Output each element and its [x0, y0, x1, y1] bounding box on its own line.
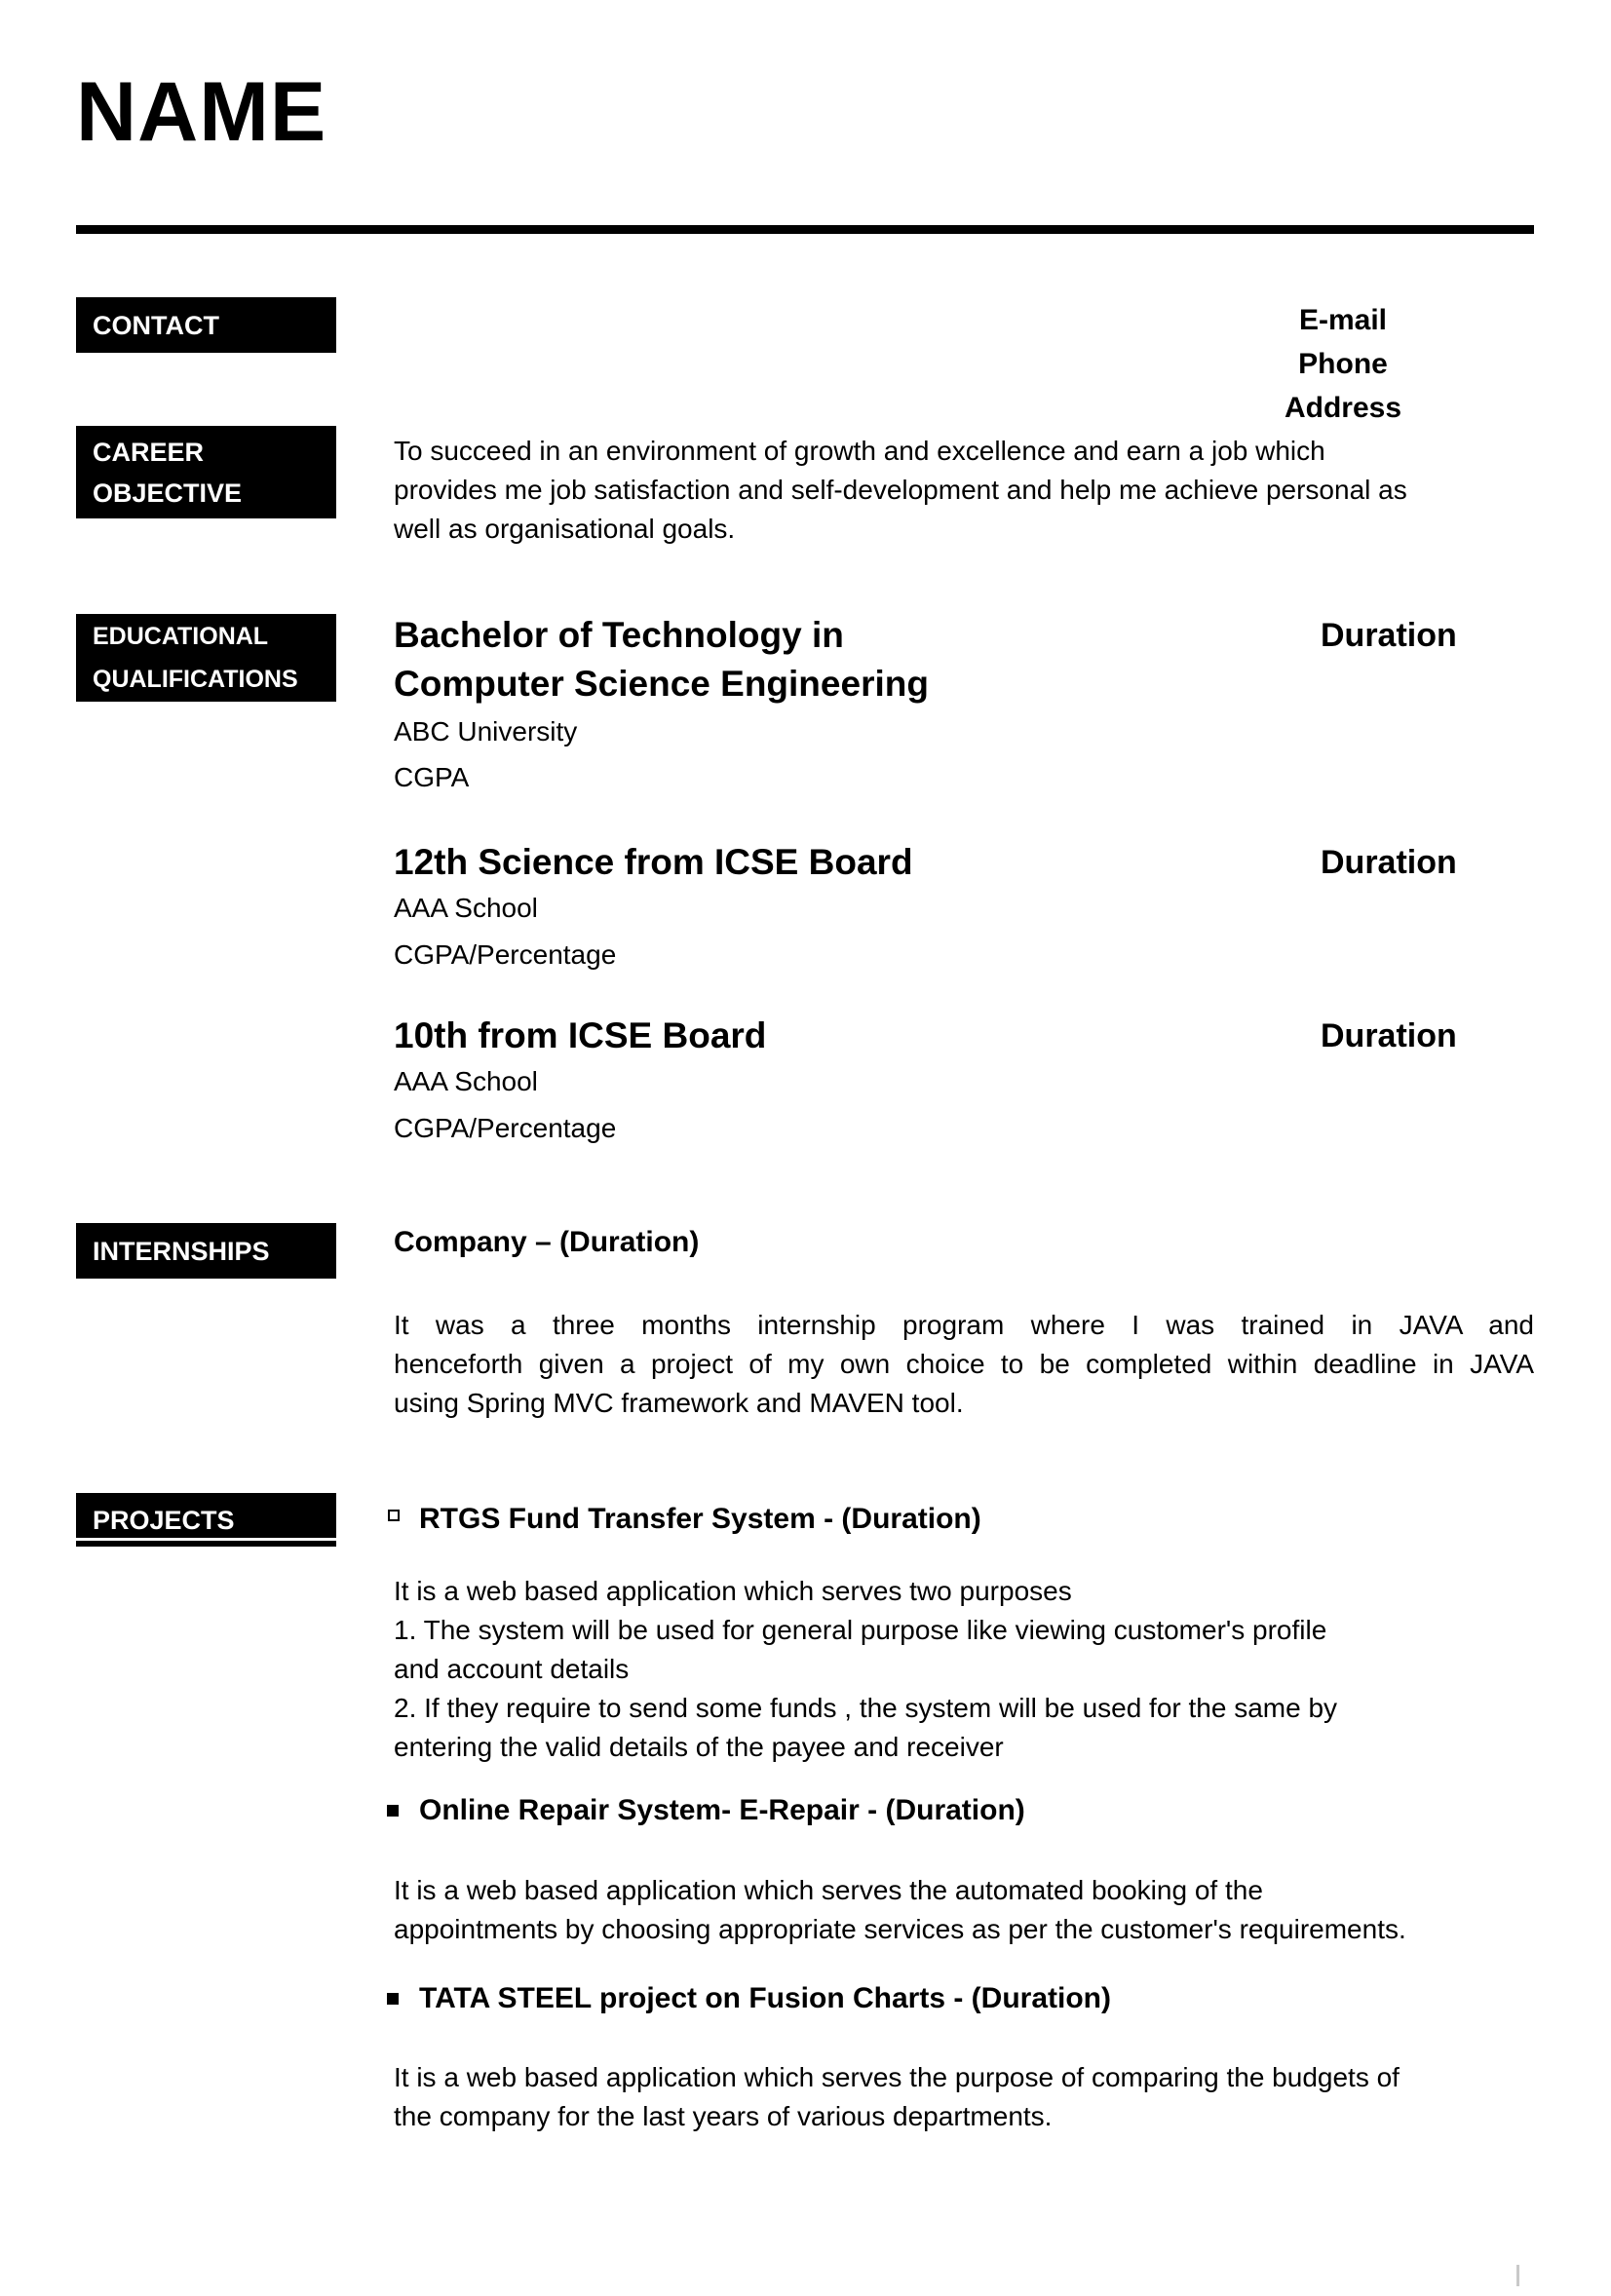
section-label-internships — [76, 1223, 336, 1279]
degree-title: Bachelor of Technology in — [394, 615, 844, 655]
page-title: NAME — [76, 65, 327, 159]
filled-square-icon — [387, 1993, 399, 2005]
project-description-line: It is a web based application which serves the automated booking of the — [394, 1875, 1263, 1905]
section-label-educational-qualifications — [76, 614, 336, 702]
section-label-text: INTERNSHIPS — [93, 1236, 270, 1266]
project-description-line: appointments by choosing appropriate services as per the customer's requirements. — [394, 1914, 1406, 1944]
duration-label: Duration — [1321, 1017, 1457, 1054]
degree-title: 12th Science from ICSE Board — [394, 842, 913, 882]
score-label: CGPA — [394, 762, 470, 792]
score-label: CGPA/Percentage — [394, 1113, 617, 1143]
institution-name: AAA School — [394, 893, 538, 923]
contact-phone-label: Phone — [1298, 348, 1388, 380]
internship-description-line: henceforth given a project of my own choice to be completed within deadline in JAVA — [394, 1349, 1534, 1379]
contact-address-label: Address — [1284, 392, 1402, 424]
cursor-artifact — [1516, 2265, 1519, 2286]
internship-description-line: using Spring MVC framework and MAVEN tool. — [394, 1388, 964, 1418]
section-label-text: QUALIFICATIONS — [93, 666, 298, 693]
projects-box-stripe — [76, 1538, 336, 1541]
section-label-text: OBJECTIVE — [93, 478, 243, 508]
project-description-line: 2. If they require to send some funds , the system will be used for the same by — [394, 1693, 1338, 1723]
duration-label: Duration — [1321, 844, 1457, 881]
project-description-line: 1. The system will be used for general purpose like viewing customer's profile — [394, 1615, 1327, 1645]
contact-fields — [1255, 298, 1431, 430]
contact-email-label: E-mail — [1298, 304, 1388, 336]
institution-name: ABC University — [394, 716, 578, 746]
duration-label: Duration — [1321, 617, 1457, 654]
project-title: TATA STEEL project on Fusion Charts - (Duration) — [419, 1982, 1111, 2014]
section-label-text: CONTACT — [93, 310, 219, 340]
project-title: RTGS Fund Transfer System - (Duration) — [419, 1503, 981, 1535]
objective-text-line: provides me job satisfaction and self-development and help me achieve personal as — [394, 475, 1407, 505]
header-divider — [76, 225, 1534, 234]
section-label-text: EDUCATIONAL — [93, 623, 269, 650]
score-label: CGPA/Percentage — [394, 939, 617, 970]
objective-text-line: well as organisational goals. — [394, 514, 736, 544]
institution-name: AAA School — [394, 1066, 538, 1096]
degree-title: Computer Science Engineering — [394, 664, 929, 704]
internship-description-line: It was a three months internship program where I was trained in JAVA and — [394, 1310, 1534, 1340]
section-label-text: PROJECTS — [93, 1505, 235, 1535]
project-title: Online Repair System- E-Repair - (Duration) — [419, 1794, 1025, 1826]
objective-text-line: To succeed in an environment of growth and excellence and earn a job which — [394, 436, 1325, 466]
project-description-line: the company for the last years of various departments. — [394, 2101, 1053, 2131]
project-description-line: It is a web based application which serves the purpose of comparing the budgets of — [394, 2062, 1400, 2092]
section-label-contact — [76, 297, 336, 353]
project-description-line: It is a web based application which serves two purposes — [394, 1576, 1072, 1606]
internship-company-heading: Company – (Duration) — [394, 1226, 700, 1258]
section-label-text: CAREER — [93, 437, 205, 467]
hollow-square-icon — [388, 1510, 400, 1521]
section-label-projects — [76, 1493, 336, 1547]
filled-square-icon — [387, 1805, 399, 1817]
degree-title: 10th from ICSE Board — [394, 1015, 767, 1055]
project-description-line: and account details — [394, 1654, 630, 1684]
section-label-career-objective — [76, 426, 336, 518]
project-description-line: entering the valid details of the payee and receiver — [394, 1732, 1004, 1762]
